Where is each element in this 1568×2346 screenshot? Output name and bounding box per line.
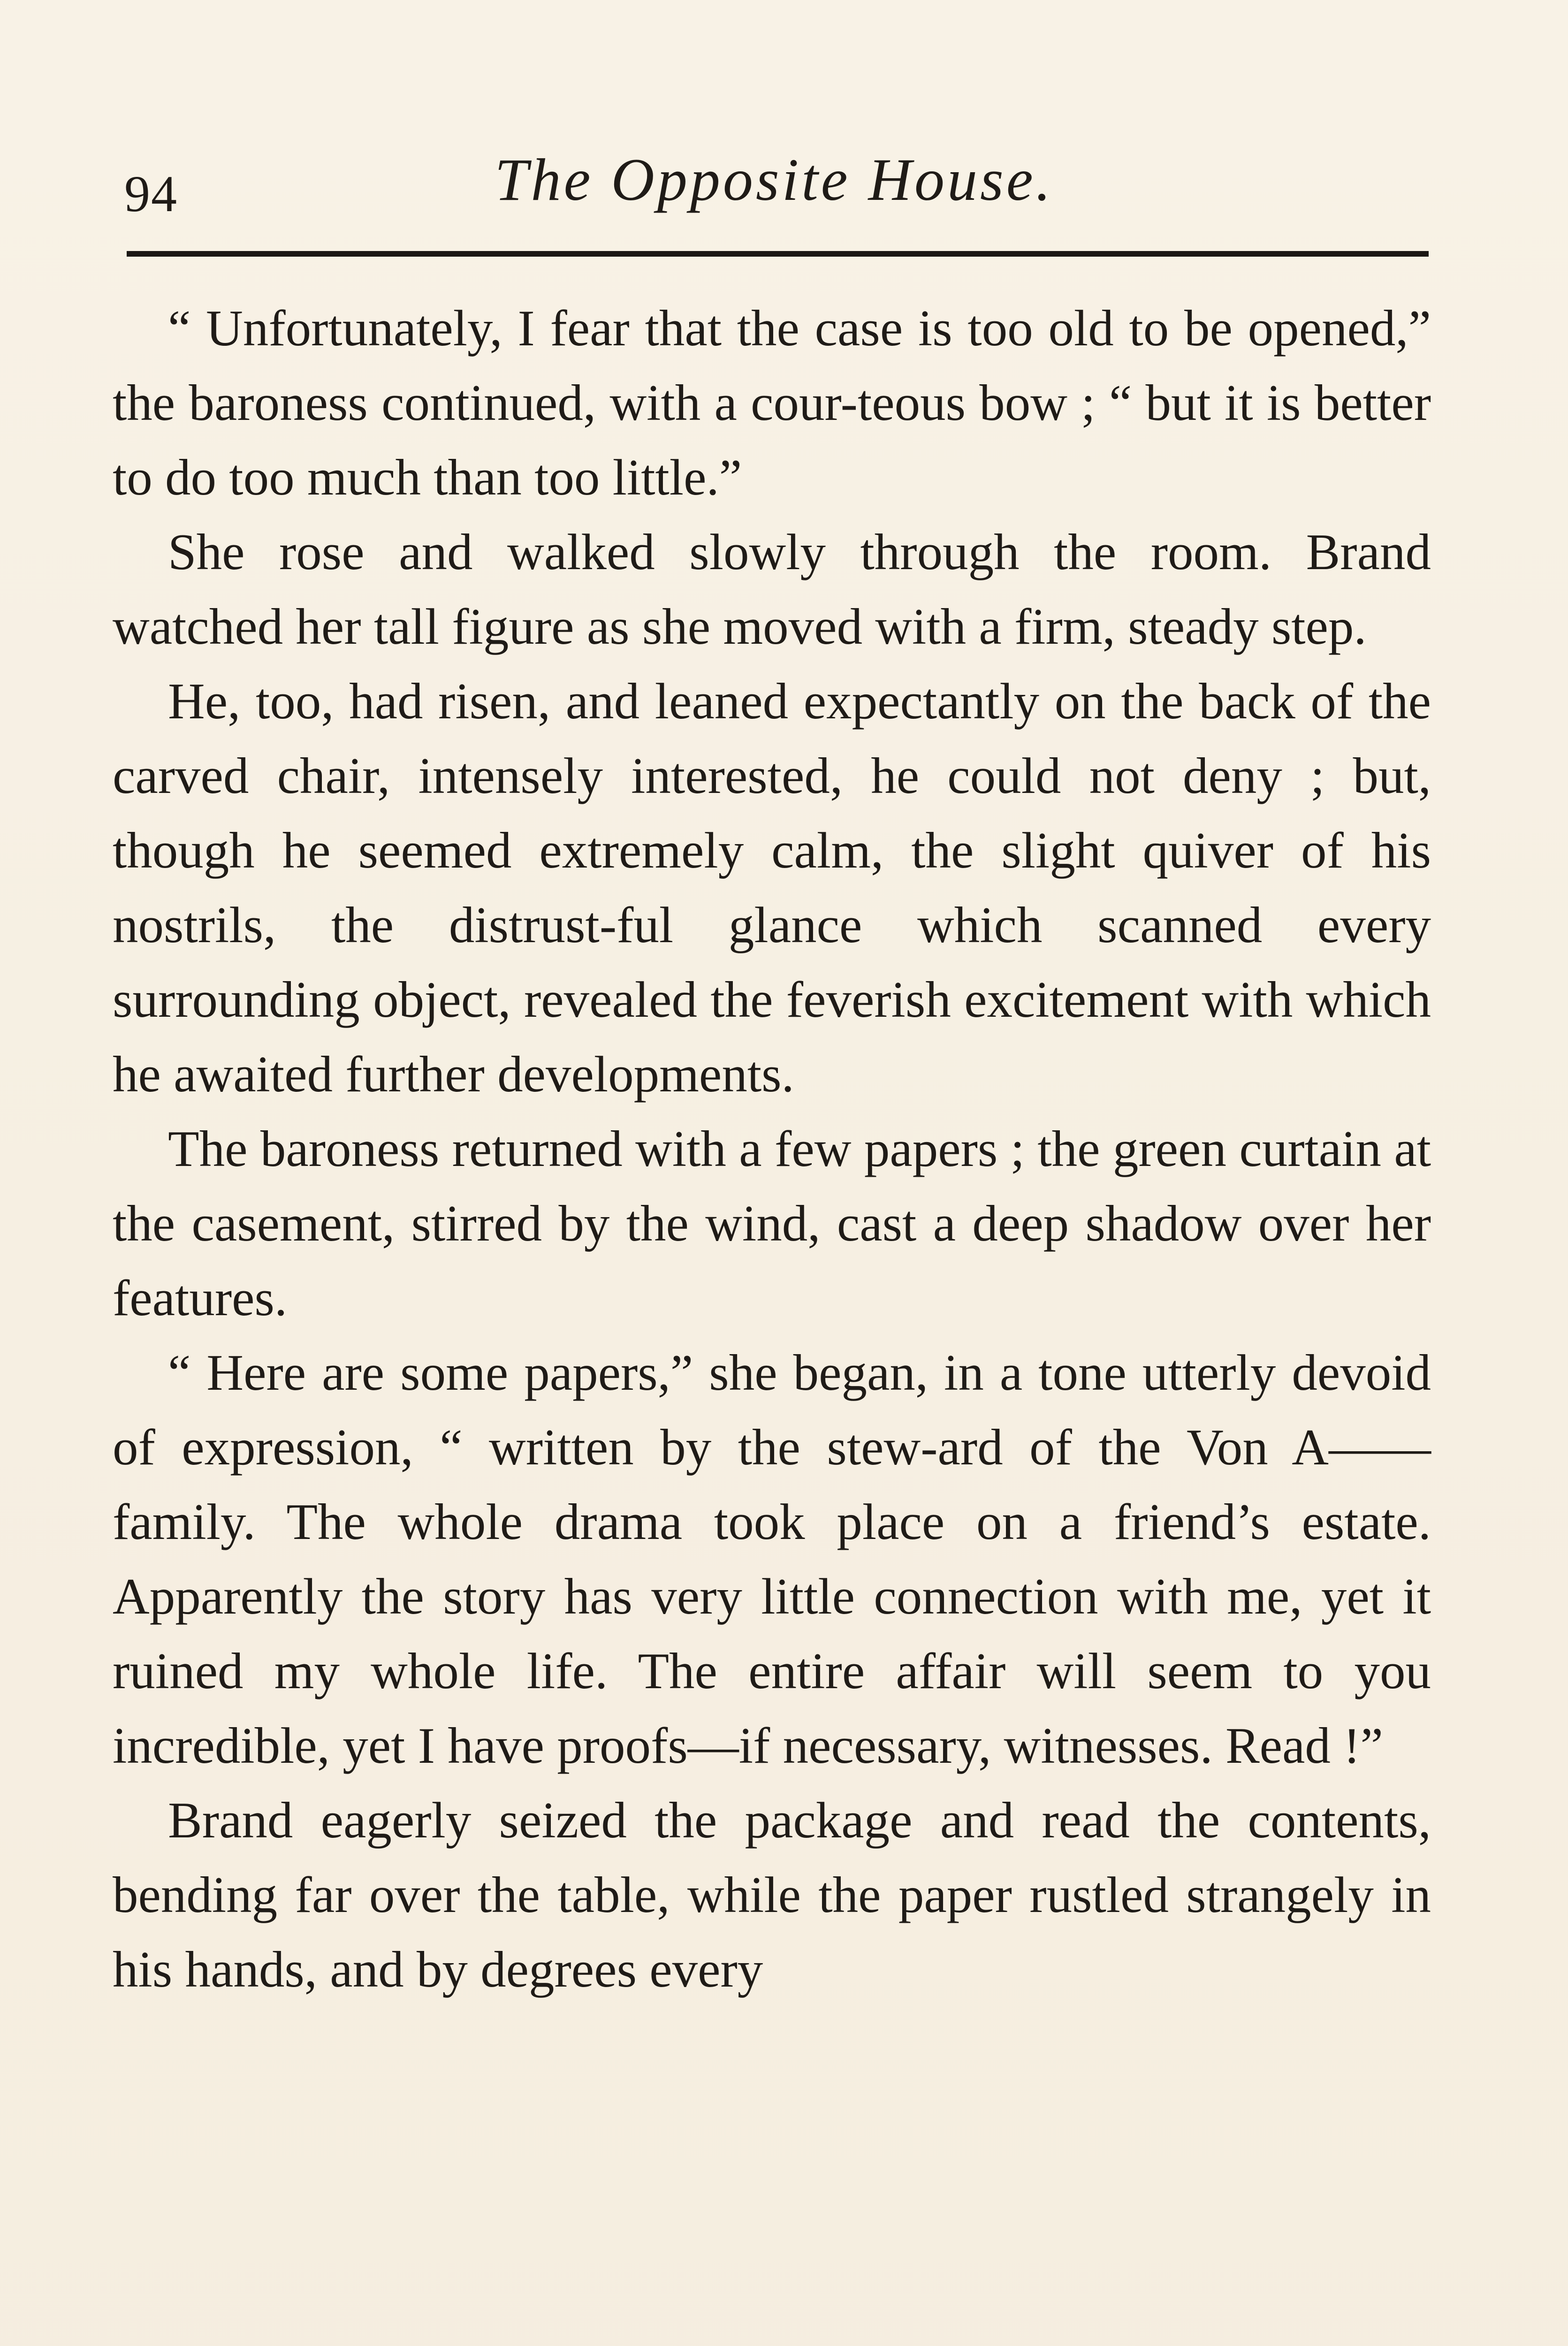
paragraph: “ Here are some papers,” she began, in a tone utterly devoid of expression, “ written by the stew-ard of the Von A—— family. The whole drama took place on a friend’s estate. Apparently the story has very little connection with me, yet it ruined my whole life. The entire affair will seem to you incredible, yet I have proofs—if necessary, witnesses. Read !”	[113, 1344, 1431, 1774]
paragraph: The baroness returned with a few papers ; the green curtain at the casement, stirred by the wind, cast a deep shadow over her features.	[113, 1120, 1431, 1326]
page-number: 94	[124, 165, 178, 222]
paragraph: He, too, had risen, and leaned expectantly on the back of the carved chair, intensely interested, he could not deny ; but, though he seemed extremely calm, the slight quiver of his nostrils, the distrust-ful glance which scanned every surrounding object, revealed the feverish excitement with which he awaited further developments.	[113, 673, 1431, 1103]
header-rule	[127, 251, 1429, 257]
body-text	[113, 291, 1431, 2007]
running-title: The Opposite House.	[495, 146, 1054, 213]
page-header	[120, 136, 1429, 221]
paragraph: Brand eagerly seized the package and read the contents, bending far over the table, while the paper rustled strangely in his hands, and by degrees every	[113, 1792, 1431, 1998]
paragraph: She rose and walked slowly through the room. Brand watched her tall figure as she moved with a firm, steady step.	[113, 524, 1431, 655]
paragraph: “ Unfortunately, I fear that the case is too old to be opened,” the baroness continued, with a cour-teous bow ; “ but it is better to do too much than too little.”	[113, 300, 1431, 506]
